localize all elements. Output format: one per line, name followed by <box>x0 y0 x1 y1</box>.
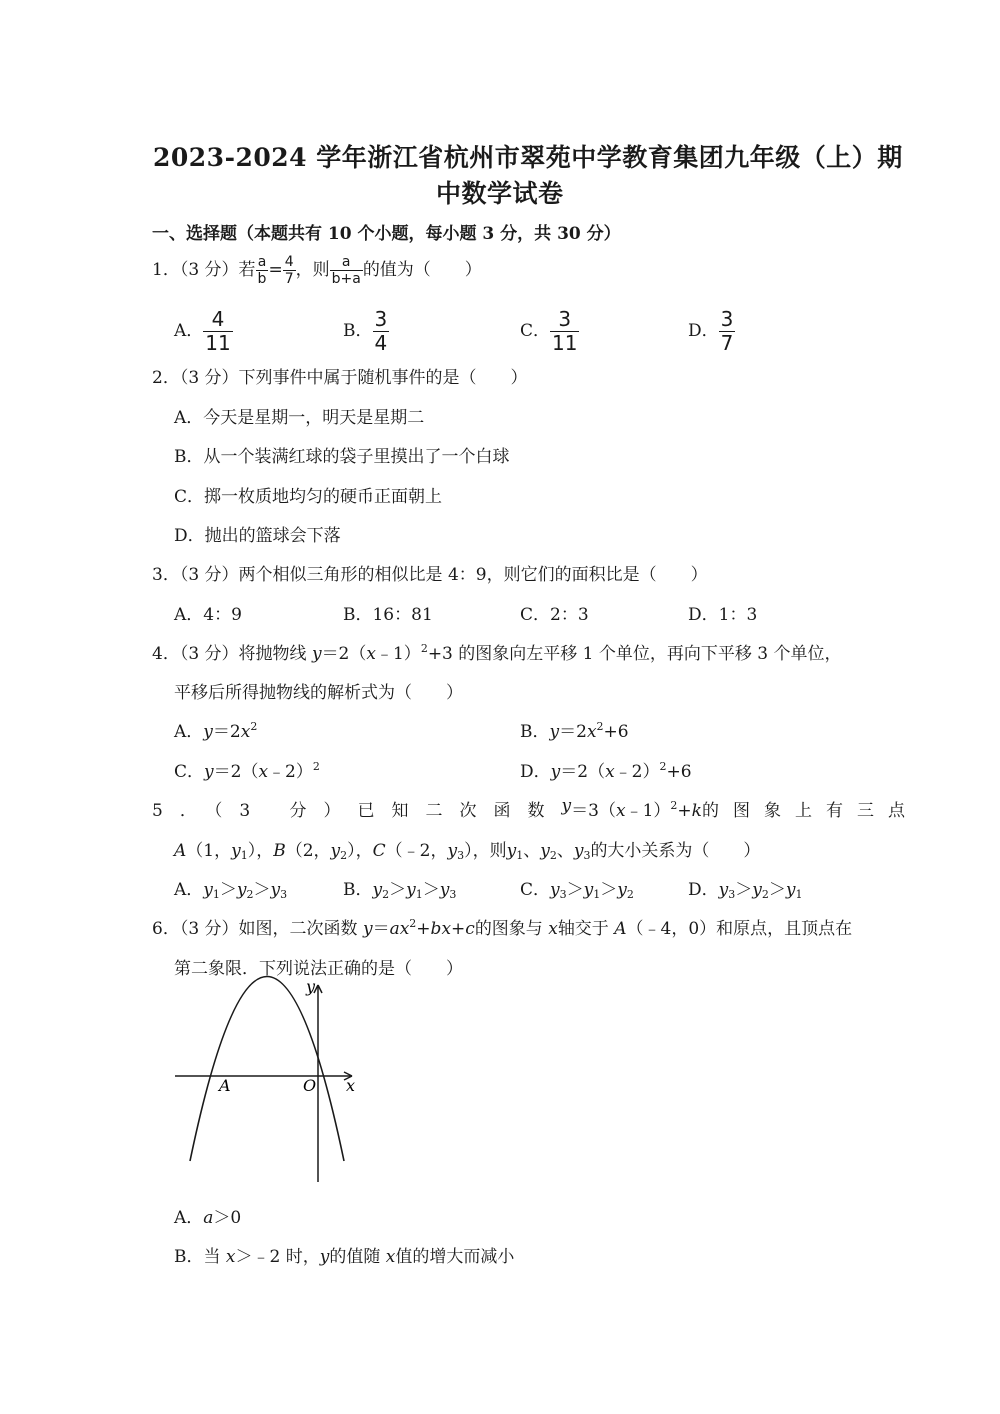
q4-option-b: B．$y=2x^2+6$ <box>520 720 629 742</box>
section-heading: 一、选择题（本题共有 10 个小题，每小题 3 分，共 30 分） <box>152 224 621 244</box>
q3-option-b: B．16：81 <box>343 605 433 625</box>
q2-option-d: D．抛出的篮球会下落 <box>174 526 341 546</box>
question-3: 3．（3 分）两个相似三角形的相似比是 4：9，则它们的面积比是（ ） <box>152 565 708 585</box>
origin-label: O <box>303 1076 317 1095</box>
question-5: 5．（3 分）已知二次函数 y ＝3（ x﹣1）$^2$+k 的图象上有三点 <box>152 796 919 821</box>
x-axis-label: x <box>346 1076 356 1095</box>
q6-option-a: A．a＞0 <box>174 1208 242 1228</box>
q3-option-a: A．4：9 <box>174 605 242 625</box>
q5-option-d: D．$y_3>y_2>y_1$ <box>688 880 803 901</box>
q2-option-a: A．今天是星期一，明天是星期二 <box>174 408 425 428</box>
page-title-line2: 中数学试卷 <box>436 179 564 208</box>
q5-option-b: B．$y_2>y_1>y_3$ <box>343 880 457 901</box>
page-title: 2023-2024 学年浙江省杭州市翠苑中学教育集团九年级（上）期 <box>153 143 903 172</box>
fraction-a-over-b: $\frac{a}{b}$ <box>257 254 267 288</box>
question-6-line2: 第二象限．下列说法正确的是（ ） <box>174 959 463 979</box>
q5-option-c: C．$y_3>y_1>y_2$ <box>520 880 634 901</box>
q2-option-b: B．从一个装满红球的袋子里摸出了一个白球 <box>174 447 510 467</box>
q1-option-d: D． $\frac{3}{7}$ <box>688 307 734 355</box>
question-1: 1．（3 分）若 $\frac{a}{b}$ = $\frac{4}{7}$ ，则 $\frac{a}{b+a}$ 的值为（ ） <box>152 254 482 288</box>
question-5-line2: A（1，$y_1$），B（2，$y_2$），C（﹣2，$y_3$），则$y_1$、$y_2$、$y_3$的大小关系为（ ） <box>174 841 761 862</box>
q5-option-a: A．$y_1>y_2>y_3$ <box>174 880 288 901</box>
parabola-curve <box>190 977 344 1162</box>
q3-option-c: C．2：3 <box>520 605 589 625</box>
point-a-label: A <box>219 1076 231 1095</box>
q1-option-b: B． $\frac{3}{4}$ <box>343 307 388 355</box>
fraction-4-over-7: $\frac{4}{7}$ <box>284 254 294 288</box>
q2-option-c: C．掷一枚质地均匀的硬币正面朝上 <box>174 487 443 507</box>
question-4-line2: 平移后所得抛物线的解析式为（ ） <box>174 683 463 703</box>
q4-option-a: A．$y=2x^2$ <box>174 720 258 742</box>
q4-option-c: C．y＝2（x﹣2）$^2$ <box>174 760 320 782</box>
y-axis-label: y <box>306 977 316 996</box>
parabola-graph <box>170 975 370 1190</box>
fraction-a-over-b-plus-a: $\frac{a}{b+a}$ <box>331 254 361 288</box>
q3-option-d: D．1：3 <box>688 605 758 625</box>
q6-option-b: B．当 x＞﹣2 时，y的值随 x值的增大而减小 <box>174 1247 515 1267</box>
question-6: 6．（3 分）如图，二次函数 $y=ax^2+bx+c$的图象与 x轴交于 A（﹣4，0）和原点，且顶点在 <box>152 917 853 939</box>
q1-option-c: C． $\frac{3}{11}$ <box>520 307 578 355</box>
q1-option-a: A． $\frac{4}{11}$ <box>174 307 231 355</box>
q4-option-d: D．y＝2（x﹣2）$^2$+6 <box>520 760 692 782</box>
question-4: 4．（3 分）将抛物线 y＝2（x﹣1）$^2$+3 的图象向左平移 1 个单位，再向下平移 3 个单位， <box>152 642 842 664</box>
question-2: 2．（3 分）下列事件中属于随机事件的是（ ） <box>152 368 528 388</box>
